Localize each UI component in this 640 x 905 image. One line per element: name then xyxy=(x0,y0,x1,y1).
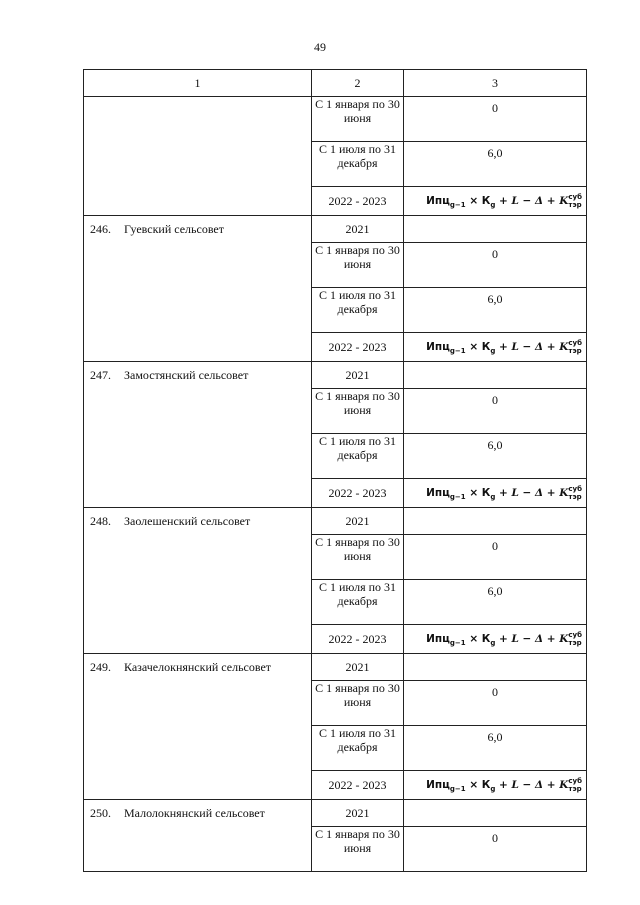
table-row xyxy=(84,362,587,389)
formula-kt: K xyxy=(559,340,569,353)
council-name-cell xyxy=(84,508,312,654)
council-name-cell xyxy=(84,97,312,216)
table-row xyxy=(84,800,587,827)
formula-kt-sub: тэр xyxy=(568,638,582,647)
formula-rest: + L − Δ + xyxy=(499,340,560,353)
council-name-cell xyxy=(84,362,312,508)
council-name: Заолешенский сельсовет xyxy=(124,514,251,528)
value-cell xyxy=(404,362,587,389)
formula-k-sub: g xyxy=(490,347,496,356)
year-cell: 2021 xyxy=(312,800,404,827)
formula-kt-sub: тэр xyxy=(568,346,582,355)
value-cell: 6,0 xyxy=(404,580,587,625)
period-cell: С 1 января по 30 июня xyxy=(312,97,404,142)
value-cell: 6,0 xyxy=(404,288,587,333)
formula-main-sub: g−1 xyxy=(449,493,466,502)
table-row xyxy=(84,508,587,535)
formula-times: × xyxy=(469,486,479,499)
value-cell: 0 xyxy=(404,535,587,580)
council-number: 249. xyxy=(90,660,111,674)
period-cell: 2022 - 2023 xyxy=(312,187,404,216)
value-cell xyxy=(404,654,587,681)
formula-kt-sub: тэр xyxy=(568,784,582,793)
council-number: 246. xyxy=(90,222,111,236)
tariff-table xyxy=(83,69,587,872)
council-name: Малолокнянский сельсовет xyxy=(124,806,265,820)
formula-k-sub: g xyxy=(490,639,496,648)
formula-kt-sup: суб xyxy=(568,776,582,785)
formula-kt: K xyxy=(559,632,569,645)
formula-k: К xyxy=(481,632,491,645)
formula-rest: + L − Δ + xyxy=(499,194,560,207)
formula-rest: + L − Δ + xyxy=(499,778,560,791)
formula-k-sub: g xyxy=(490,493,496,502)
council-number: 247. xyxy=(90,368,111,382)
formula-kt: K xyxy=(559,194,569,207)
formula-k: К xyxy=(481,778,491,791)
table-row xyxy=(84,654,587,681)
formula-main-sub: g−1 xyxy=(449,639,466,648)
formula-cell xyxy=(404,625,587,654)
formula-cell xyxy=(404,333,587,362)
formula-kt-sup: суб xyxy=(568,630,582,639)
council-name: Замостянский сельсовет xyxy=(124,368,249,382)
formula-main: Ипц xyxy=(426,486,450,499)
column-header-1: 1 xyxy=(84,70,312,97)
formula-kt-sup: суб xyxy=(568,484,582,493)
value-cell: 0 xyxy=(404,681,587,726)
period-cell: С 1 июля по 31 декабря xyxy=(312,288,404,333)
period-cell: С 1 января по 30 июня xyxy=(312,389,404,434)
period-cell: С 1 января по 30 июня xyxy=(312,243,404,288)
value-cell: 0 xyxy=(404,827,587,872)
council-name: Гуевский сельсовет xyxy=(124,222,224,236)
value-cell: 0 xyxy=(404,389,587,434)
year-cell: 2021 xyxy=(312,216,404,243)
value-cell xyxy=(404,508,587,535)
formula-rest: + L − Δ + xyxy=(499,486,560,499)
formula-main: Ипц xyxy=(426,632,450,645)
formula-kt: K xyxy=(559,486,569,499)
value-cell: 0 xyxy=(404,243,587,288)
year-cell: 2021 xyxy=(312,654,404,681)
formula-times: × xyxy=(469,778,479,791)
formula-ipc xyxy=(426,486,466,502)
formula-kt-sub: тэр xyxy=(568,200,582,209)
formula-k-sub: g xyxy=(490,785,496,794)
column-header-2: 2 xyxy=(312,70,404,97)
formula-k-sub: g xyxy=(490,201,496,210)
council-name-cell xyxy=(84,654,312,800)
value-cell: 6,0 xyxy=(404,142,587,187)
formula-kt-sup: суб xyxy=(568,338,582,347)
formula-k: К xyxy=(481,340,491,353)
formula-cell xyxy=(404,187,587,216)
period-cell: 2022 - 2023 xyxy=(312,333,404,362)
council-name: Казачелокнянский сельсовет xyxy=(124,660,272,674)
formula-main-sub: g−1 xyxy=(449,347,466,356)
period-cell: С 1 января по 30 июня xyxy=(312,827,404,872)
council-name-cell xyxy=(84,216,312,362)
table-header-row xyxy=(84,70,587,97)
formula-rest: + L − Δ + xyxy=(499,632,560,645)
formula-ipc xyxy=(426,632,466,648)
period-cell: С 1 января по 30 июня xyxy=(312,681,404,726)
council-number: 250. xyxy=(90,806,111,820)
formula-kt-sup: суб xyxy=(568,192,582,201)
formula-main: Ипц xyxy=(426,778,450,791)
formula-main-sub: g−1 xyxy=(449,201,466,210)
period-cell: С 1 июля по 31 декабря xyxy=(312,580,404,625)
period-cell: С 1 июля по 31 декабря xyxy=(312,142,404,187)
value-cell: 0 xyxy=(404,97,587,142)
formula-kt-sub: тэр xyxy=(568,492,582,501)
council-name-cell xyxy=(84,800,312,872)
period-cell: 2022 - 2023 xyxy=(312,771,404,800)
formula-kt: K xyxy=(559,778,569,791)
formula-cell xyxy=(404,771,587,800)
value-cell: 6,0 xyxy=(404,434,587,479)
value-cell xyxy=(404,800,587,827)
column-header-3: 3 xyxy=(404,70,587,97)
value-cell: 6,0 xyxy=(404,726,587,771)
formula-times: × xyxy=(469,632,479,645)
period-cell: С 1 января по 30 июня xyxy=(312,535,404,580)
formula-k: К xyxy=(481,486,491,499)
table-row xyxy=(84,216,587,243)
formula-times: × xyxy=(469,194,479,207)
year-cell: 2021 xyxy=(312,362,404,389)
formula-k: К xyxy=(481,194,491,207)
formula-ipc xyxy=(426,778,466,794)
period-cell: С 1 июля по 31 декабря xyxy=(312,434,404,479)
year-cell: 2021 xyxy=(312,508,404,535)
page-number: 49 xyxy=(314,40,326,54)
formula-main-sub: g−1 xyxy=(449,785,466,794)
period-cell: 2022 - 2023 xyxy=(312,479,404,508)
table-row xyxy=(84,97,587,142)
period-cell: 2022 - 2023 xyxy=(312,625,404,654)
formula-main: Ипц xyxy=(426,340,450,353)
formula-main: Ипц xyxy=(426,194,450,207)
formula-ipc xyxy=(426,340,466,356)
formula-cell xyxy=(404,479,587,508)
formula-times: × xyxy=(469,340,479,353)
value-cell xyxy=(404,216,587,243)
period-cell: С 1 июля по 31 декабря xyxy=(312,726,404,771)
formula-ipc xyxy=(426,194,466,210)
council-number: 248. xyxy=(90,514,111,528)
